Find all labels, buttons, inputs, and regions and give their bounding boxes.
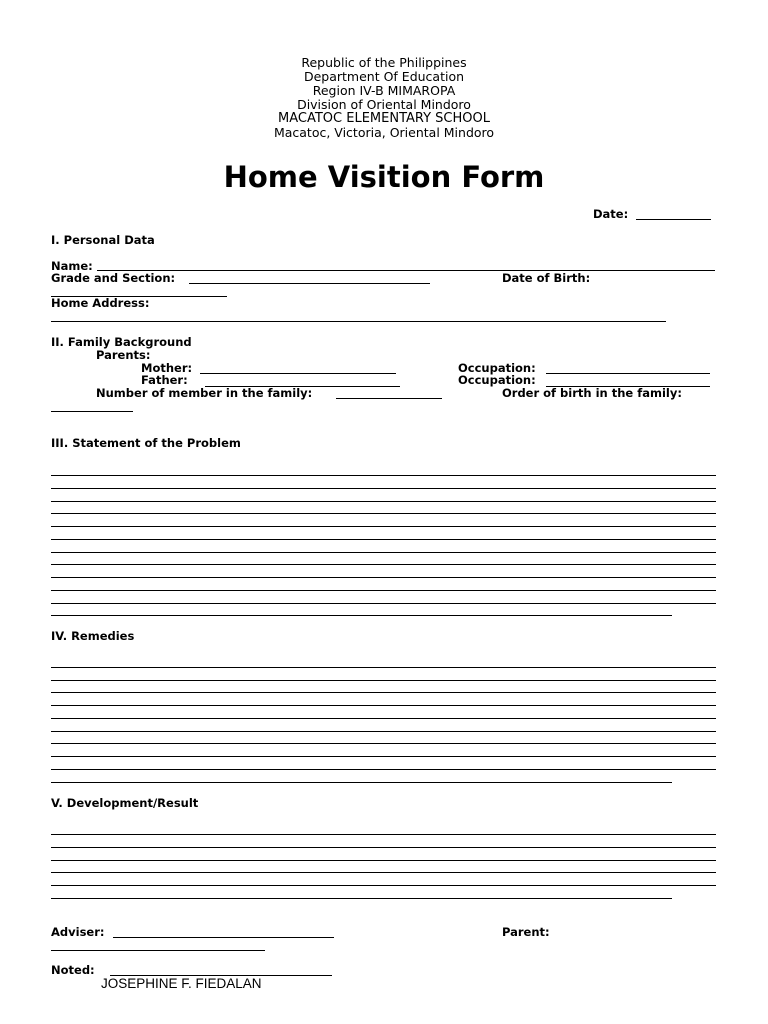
grade-section-label: Grade and Section: [51, 271, 176, 285]
result-line[interactable] [51, 898, 672, 899]
father-label: Father: [141, 373, 188, 387]
parent-label: Parent: [502, 925, 550, 939]
remedies-line[interactable] [51, 782, 672, 783]
adviser-signature-field[interactable] [113, 937, 334, 938]
header-division: Division of Oriental Mindoro [297, 97, 471, 112]
problem-line[interactable] [51, 526, 716, 527]
mother-occupation-field[interactable] [546, 373, 710, 374]
date-label: Date: [593, 207, 629, 221]
mother-field[interactable] [200, 373, 396, 374]
birth-order-field[interactable] [51, 411, 133, 412]
problem-line[interactable] [51, 615, 672, 616]
section-remedies-heading: IV. Remedies [51, 629, 135, 643]
remedies-line[interactable] [51, 743, 716, 744]
parent-signature-field[interactable] [51, 950, 265, 951]
noted-name: JOSEPHINE F. FIEDALAN [101, 976, 262, 991]
remedies-line[interactable] [51, 667, 716, 668]
header-school: MACATOC ELEMENTARY SCHOOL [278, 111, 490, 126]
problem-line[interactable] [51, 577, 716, 578]
result-line[interactable] [51, 847, 716, 848]
header-republic: Republic of the Philippines [301, 55, 467, 70]
mother-label: Mother: [141, 361, 193, 375]
problem-line[interactable] [51, 590, 716, 591]
page-title: Home Visition Form [223, 160, 545, 194]
result-line[interactable] [51, 834, 716, 835]
home-address-field[interactable] [51, 321, 666, 322]
family-members-label: Number of member in the family: [96, 386, 313, 400]
header-address: Macatoc, Victoria, Oriental Mindoro [273, 125, 495, 140]
problem-line[interactable] [51, 552, 716, 553]
parents-label: Parents: [96, 348, 151, 362]
problem-line[interactable] [51, 564, 716, 565]
home-address-label: Home Address: [51, 296, 150, 310]
problem-line[interactable] [51, 513, 716, 514]
name-label: Name: [51, 259, 93, 273]
problem-line[interactable] [51, 488, 716, 489]
remedies-line[interactable] [51, 731, 716, 732]
adviser-label: Adviser: [51, 925, 105, 939]
grade-section-field[interactable] [189, 283, 430, 284]
name-field[interactable] [97, 270, 715, 271]
result-line[interactable] [51, 872, 716, 873]
remedies-line[interactable] [51, 680, 716, 681]
result-line[interactable] [51, 860, 716, 861]
header-department: Department Of Education [303, 69, 465, 84]
problem-line[interactable] [51, 501, 716, 502]
father-occupation-label: Occupation: [458, 373, 536, 387]
birth-order-label: Order of birth in the family: [502, 386, 682, 400]
date-of-birth-label: Date of Birth: [502, 271, 591, 285]
remedies-line[interactable] [51, 705, 716, 706]
problem-line[interactable] [51, 475, 716, 476]
date-field[interactable] [636, 219, 711, 220]
remedies-line[interactable] [51, 718, 716, 719]
noted-label: Noted: [51, 963, 95, 977]
header-region: Region IV-B MIMAROPA [312, 83, 456, 98]
section-problem-heading: III. Statement of the Problem [51, 436, 241, 450]
problem-line[interactable] [51, 539, 716, 540]
section-personal-heading: I. Personal Data [51, 233, 155, 247]
section-family-heading: II. Family Background [51, 335, 192, 349]
problem-line[interactable] [51, 603, 716, 604]
remedies-line[interactable] [51, 692, 716, 693]
remedies-line[interactable] [51, 769, 716, 770]
mother-occupation-label: Occupation: [458, 361, 536, 375]
family-members-field[interactable] [336, 398, 442, 399]
remedies-line[interactable] [51, 756, 716, 757]
result-line[interactable] [51, 885, 716, 886]
section-result-heading: V. Development/Result [51, 796, 199, 810]
